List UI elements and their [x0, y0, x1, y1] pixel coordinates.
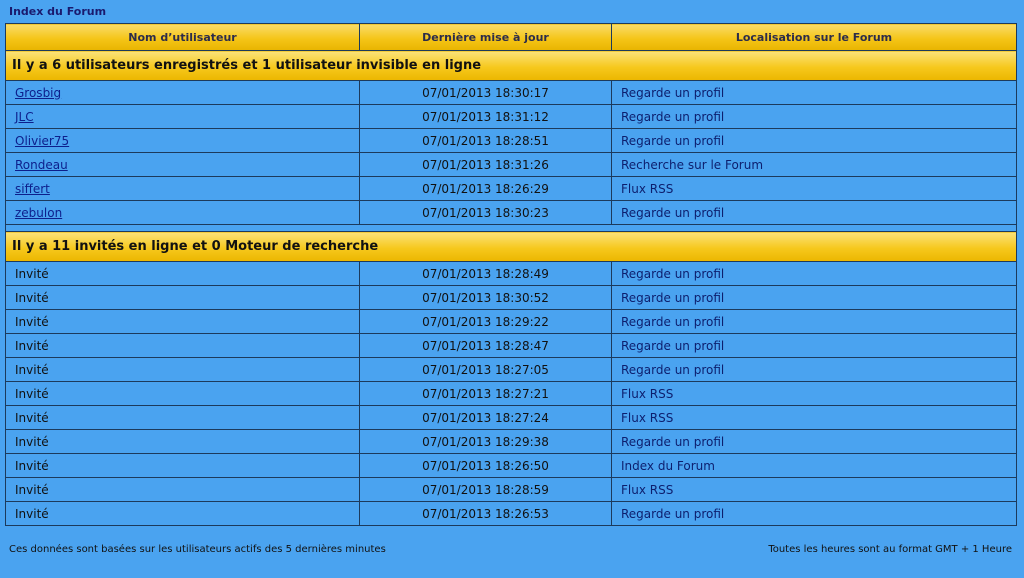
user-link-grosbig[interactable]: Grosbig: [15, 85, 62, 100]
table-row: [6, 382, 1017, 406]
location-cell: Regarde un profil: [612, 286, 1017, 310]
table-row: [6, 129, 1017, 153]
last-update-cell: 07/01/2013 18:27:21: [360, 382, 612, 406]
username-cell: Invité: [6, 502, 360, 526]
table-row: [6, 478, 1017, 502]
location-cell: Regarde un profil: [612, 81, 1017, 105]
location-cell: Flux RSS: [612, 382, 1017, 406]
last-update-cell: 07/01/2013 18:30:52: [360, 286, 612, 310]
username-cell: Invité: [6, 358, 360, 382]
location-cell: Index du Forum: [612, 454, 1017, 478]
user-link-jlc[interactable]: JLC: [15, 109, 34, 124]
username-cell: Invité: [6, 286, 360, 310]
username-cell: Invité: [6, 406, 360, 430]
table-row: [6, 177, 1017, 201]
username-cell: Invité: [6, 310, 360, 334]
table-row: [6, 105, 1017, 129]
footer-activity-note: Ces données sont basées sur les utilisateurs actifs des 5 dernières minutes: [9, 544, 386, 555]
table-row: [6, 286, 1017, 310]
location-cell: Regarde un profil: [612, 262, 1017, 286]
username-cell: Invité: [6, 262, 360, 286]
column-header-username: Nom d’utilisateur: [6, 24, 360, 51]
location-cell: Flux RSS: [612, 478, 1017, 502]
last-update-cell: 07/01/2013 18:28:47: [360, 334, 612, 358]
last-update-cell: 07/01/2013 18:26:50: [360, 454, 612, 478]
username-cell: Invité: [6, 430, 360, 454]
last-update-cell: 07/01/2013 18:30:17: [360, 81, 612, 105]
table-row: [6, 406, 1017, 430]
user-link-siffert[interactable]: siffert: [15, 181, 50, 196]
location-cell: Regarde un profil: [612, 358, 1017, 382]
location-cell: Flux RSS: [612, 177, 1017, 201]
location-cell: Regarde un profil: [612, 430, 1017, 454]
last-update-cell: 07/01/2013 18:29:22: [360, 310, 612, 334]
username-cell: [6, 129, 360, 153]
breadcrumb-forum-index[interactable]: Index du Forum: [9, 5, 107, 18]
footer-timezone-note: Toutes les heures sont au format GMT + 1 Heure: [768, 544, 1012, 555]
user-link-rondeau[interactable]: Rondeau: [15, 157, 68, 172]
guests-section-row: [6, 232, 1017, 262]
location-cell: Flux RSS: [612, 406, 1017, 430]
last-update-cell: 07/01/2013 18:31:26: [360, 153, 612, 177]
last-update-cell: 07/01/2013 18:28:59: [360, 478, 612, 502]
table-row: [6, 358, 1017, 382]
location-cell: Regarde un profil: [612, 129, 1017, 153]
last-update-cell: 07/01/2013 18:31:12: [360, 105, 612, 129]
location-cell: Regarde un profil: [612, 310, 1017, 334]
location-cell: Regarde un profil: [612, 334, 1017, 358]
location-cell: Regarde un profil: [612, 502, 1017, 526]
username-cell: Invité: [6, 334, 360, 358]
last-update-cell: 07/01/2013 18:28:49: [360, 262, 612, 286]
username-cell: [6, 81, 360, 105]
last-update-cell: 07/01/2013 18:26:29: [360, 177, 612, 201]
username-cell: [6, 105, 360, 129]
username-cell: [6, 177, 360, 201]
location-cell: Regarde un profil: [612, 105, 1017, 129]
registered-users-heading: Il y a 6 utilisateurs enregistrés et 1 utilisateur invisible en ligne: [6, 51, 1017, 81]
table-row: [6, 430, 1017, 454]
location-cell: Regarde un profil: [612, 201, 1017, 225]
column-header-location: Localisation sur le Forum: [612, 24, 1017, 51]
table-row: [6, 262, 1017, 286]
table-row: [6, 454, 1017, 478]
last-update-cell: 07/01/2013 18:27:05: [360, 358, 612, 382]
last-update-cell: 07/01/2013 18:29:38: [360, 430, 612, 454]
username-cell: [6, 201, 360, 225]
section-spacer: [6, 225, 1017, 232]
registered-section-row: [6, 51, 1017, 81]
user-link-zebulon[interactable]: zebulon: [15, 205, 63, 220]
spacer-cell: [6, 225, 1017, 232]
username-cell: Invité: [6, 478, 360, 502]
last-update-cell: 07/01/2013 18:27:24: [360, 406, 612, 430]
last-update-cell: 07/01/2013 18:30:23: [360, 201, 612, 225]
username-cell: [6, 153, 360, 177]
user-link-olivier75[interactable]: Olivier75: [15, 133, 70, 148]
column-header-last-update: Dernière mise à jour: [360, 24, 612, 51]
last-update-cell: 07/01/2013 18:26:53: [360, 502, 612, 526]
username-cell: Invité: [6, 382, 360, 406]
location-cell: Recherche sur le Forum: [612, 153, 1017, 177]
username-cell: Invité: [6, 454, 360, 478]
table-row: [6, 310, 1017, 334]
table-row: [6, 334, 1017, 358]
guests-heading: Il y a 11 invités en ligne et 0 Moteur de recherche: [6, 232, 1017, 262]
table-row: [6, 201, 1017, 225]
online-users-table: [5, 23, 1017, 526]
table-row: [6, 81, 1017, 105]
table-row: [6, 502, 1017, 526]
table-header-row: [6, 24, 1017, 51]
last-update-cell: 07/01/2013 18:28:51: [360, 129, 612, 153]
table-row: [6, 153, 1017, 177]
